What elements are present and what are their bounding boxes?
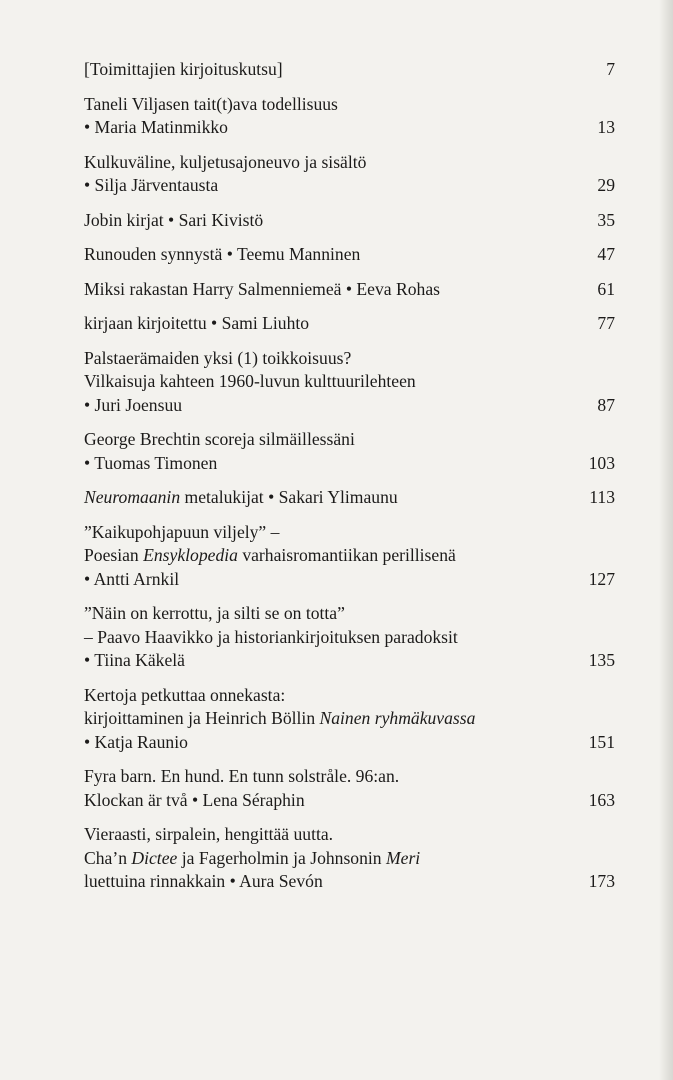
toc-entry-line bbox=[84, 765, 615, 789]
toc-entry-line bbox=[84, 870, 615, 894]
toc-entry bbox=[84, 684, 615, 755]
italic-title-text: Nainen ryhmäkuvassa bbox=[319, 708, 476, 728]
entry-text: Cha’n bbox=[84, 847, 132, 868]
toc-entry bbox=[84, 209, 615, 233]
entry-text: kirjaan kirjoitettu • Sami Liuhto bbox=[84, 313, 310, 333]
toc-entry-line bbox=[84, 602, 615, 626]
toc-entry-line bbox=[84, 684, 615, 708]
toc-entry bbox=[84, 428, 615, 475]
page-number: 103 bbox=[588, 452, 615, 473]
entry-text: Miksi rakastan Harry Salmenniemeä • Eeva Rohas bbox=[84, 278, 440, 299]
entry-text: ja Fagerholmin ja Johnsonin bbox=[177, 847, 386, 868]
toc-entry-line bbox=[84, 823, 615, 847]
toc-entry bbox=[84, 765, 615, 812]
page-number: 127 bbox=[588, 568, 615, 589]
toc-entry-line bbox=[84, 151, 615, 175]
toc-entry-line bbox=[84, 486, 615, 510]
toc-entry bbox=[84, 151, 615, 198]
entry-text: Vilkaisuja kahteen 1960-luvun kulttuurilehteen bbox=[84, 371, 416, 391]
toc-entry bbox=[84, 93, 615, 140]
page-number: 113 bbox=[589, 487, 615, 507]
italic-title-text: Meri bbox=[386, 847, 421, 868]
toc-entry bbox=[84, 312, 615, 336]
page-number: 61 bbox=[597, 278, 615, 299]
toc-entry-line bbox=[84, 847, 615, 871]
entry-text: • Silja Järventausta bbox=[84, 175, 219, 195]
toc-entry-line bbox=[84, 312, 615, 336]
entry-text: – Paavo Haavikko ja historiankirjoituksen paradoksit bbox=[84, 626, 458, 647]
toc-entry-line bbox=[84, 521, 615, 545]
toc-entry-line bbox=[84, 347, 615, 371]
toc-entry-line bbox=[84, 278, 615, 302]
page-number: 87 bbox=[597, 394, 615, 415]
toc-entry-line bbox=[84, 544, 615, 568]
table-of-contents bbox=[84, 58, 615, 905]
entry-text: Fyra barn. En hund. En tunn solstråle. 96:an. bbox=[84, 766, 400, 786]
toc-entry bbox=[84, 243, 615, 267]
entry-text: Taneli Viljasen tait(t)ava todellisuus bbox=[84, 93, 338, 114]
toc-entry-line bbox=[84, 116, 615, 140]
toc-entry-line bbox=[84, 731, 615, 755]
entry-text: Runouden synnystä • Teemu Manninen bbox=[84, 244, 361, 264]
entry-text: • Tuomas Timonen bbox=[84, 452, 218, 473]
toc-entry-line bbox=[84, 243, 615, 267]
toc-entry-line bbox=[84, 174, 615, 198]
entry-text: Klockan är två • Lena Séraphin bbox=[84, 789, 305, 810]
toc-entry bbox=[84, 521, 615, 592]
entry-text: varhaisromantiikan perillisenä bbox=[237, 545, 456, 565]
toc-entry-line bbox=[84, 789, 615, 813]
entry-text: • Tiina Käkelä bbox=[84, 650, 185, 670]
toc-entry-line bbox=[84, 452, 615, 476]
toc-entry-line bbox=[84, 394, 615, 418]
toc-entry-line bbox=[84, 707, 615, 731]
page-edge bbox=[659, 0, 673, 1080]
page-number: 173 bbox=[588, 871, 615, 891]
entry-text: Kulkuväline, kuljetusajoneuvo ja sisältö bbox=[84, 151, 367, 172]
page-number: 29 bbox=[597, 175, 615, 195]
toc-entry-line bbox=[84, 428, 615, 452]
entry-text: George Brechtin scoreja silmäillessäni bbox=[84, 429, 355, 449]
page-number: 77 bbox=[597, 313, 615, 333]
entry-text: • Antti Arnkil bbox=[84, 568, 180, 589]
page-number: 135 bbox=[588, 650, 615, 670]
toc-entry-line bbox=[84, 58, 615, 82]
entry-text: ”Näin on kerrottu, ja silti se on totta” bbox=[84, 603, 345, 623]
toc-entry bbox=[84, 602, 615, 673]
italic-title-text: Neuromaanin bbox=[84, 487, 181, 507]
toc-entry-line bbox=[84, 649, 615, 673]
toc-entry-line bbox=[84, 568, 615, 592]
page-number: 47 bbox=[597, 244, 615, 264]
entry-text: Kertoja petkuttaa onnekasta: bbox=[84, 684, 286, 705]
entry-text: ”Kaikupohjapuun viljely” – bbox=[84, 521, 280, 542]
toc-entry bbox=[84, 58, 615, 82]
page-number: 35 bbox=[597, 209, 615, 230]
toc-entry bbox=[84, 278, 615, 302]
page-number: 13 bbox=[597, 117, 615, 137]
entry-text: Poesian bbox=[84, 545, 144, 565]
page-number: 151 bbox=[588, 731, 615, 752]
page-number: 7 bbox=[606, 59, 615, 79]
entry-text: Palstaerämaiden yksi (1) toikkoisuus? bbox=[84, 347, 352, 368]
entry-text: luettuina rinnakkain • Aura Sevón bbox=[84, 871, 323, 891]
toc-entry-line bbox=[84, 626, 615, 650]
entry-text: • Juri Joensuu bbox=[84, 394, 183, 415]
entry-text: Jobin kirjat • Sari Kivistö bbox=[84, 209, 264, 230]
toc-entry-line bbox=[84, 370, 615, 394]
entry-text: Vieraasti, sirpalein, hengittää uutta. bbox=[84, 824, 334, 844]
toc-entry bbox=[84, 823, 615, 894]
toc-entry-line bbox=[84, 209, 615, 233]
entry-text: [Toimittajien kirjoituskutsu] bbox=[84, 59, 283, 79]
italic-title-text: Ensyklopedia bbox=[143, 545, 238, 565]
entry-text: • Maria Matinmikko bbox=[84, 117, 228, 137]
toc-entry bbox=[84, 486, 615, 510]
toc-entry bbox=[84, 347, 615, 418]
entry-text: • Katja Raunio bbox=[84, 731, 188, 752]
italic-title-text: Dictee bbox=[131, 847, 178, 868]
toc-entry-line bbox=[84, 93, 615, 117]
page-number: 163 bbox=[588, 789, 615, 810]
entry-text: kirjoittaminen ja Heinrich Böllin bbox=[84, 708, 320, 728]
entry-text: metalukijat • Sakari Ylimaunu bbox=[180, 487, 398, 507]
